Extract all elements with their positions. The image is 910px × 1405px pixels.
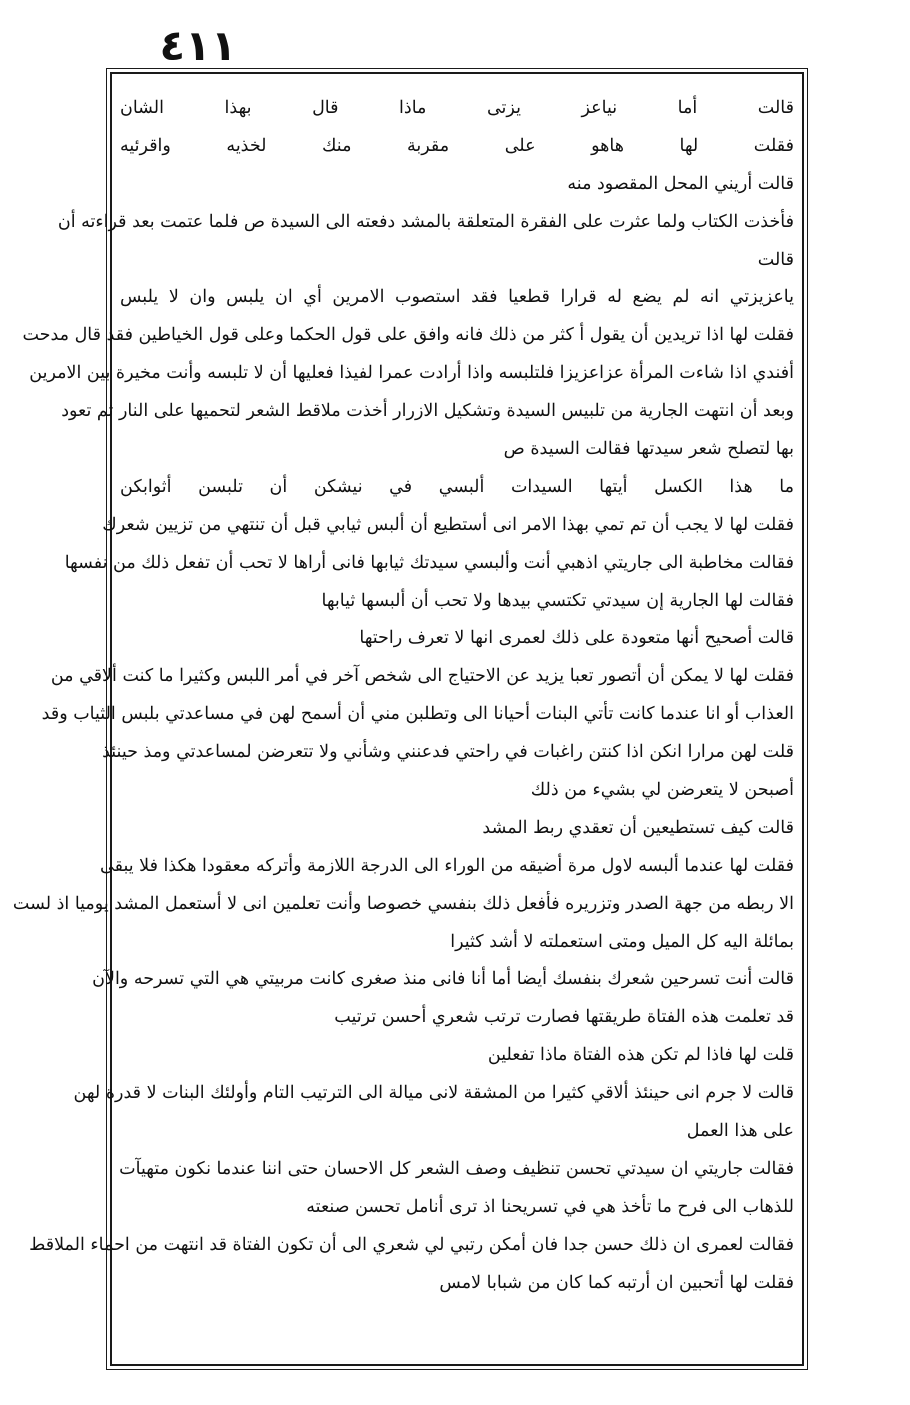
text-line: العذاب أو انا عندما كانت تأتي البنات أحيانا الى وتطلبن مني أن أسمح لهن في مساعدتي بلبس الثياب وقد bbox=[41, 704, 794, 725]
text-line: فقلت لها لا يجب أن تم تمي بهذا الامر انى أستطيع أن ألبس ثيابي قبل أن تنتهي من تزيين شعرك bbox=[102, 514, 794, 535]
text-line: فقالت مخاطبة الى جاريتي اذهبي أنت وألبسي سيدتك ثيابها فانى أراها لا تحب أن تفعل ذلك من نفسها bbox=[64, 552, 794, 573]
text-line: فقالت لعمرى ان ذلك حسن جدا فان أمكن رتبي لي شعري الى أن تكون الفتاة قد انتهت من احماء الملاقط bbox=[29, 1234, 794, 1255]
text-line: فقالت لها الجارية إن سيدتي تكتسي بيدها ولا تحب أن ألبسها ثيابها bbox=[321, 590, 794, 611]
text-line: بمائلة اليه كل الميل ومتى استعملته لا أشد كثيرا bbox=[450, 931, 794, 952]
text-line: للذهاب الى فرح ما تأخذ هي في تسريحنا اذ ترى أنامل تحسن صنعته bbox=[306, 1196, 794, 1217]
page-number: ٤١١ bbox=[159, 21, 237, 70]
text-line: أصبحن لا يتعرضن لي بشيء من ذلك bbox=[530, 780, 794, 801]
text-line: فقلت لها عندما ألبسه لاول مرة أضيقه من الوراء الى الدرجة اللازمة وأتركه معقودا هكذا فلا يبقى bbox=[100, 855, 794, 876]
text-line: فأخذت الكتاب ولما عثرت على الفقرة المتعلقة بالمشد دفعته الى السيدة ص فلما عتمت بعد قراءته أن bbox=[57, 211, 794, 232]
text-line: ما هذا الكسل أيتها السيدات ألبسي في نيشكن أن تلبسن أثوابكن bbox=[120, 476, 794, 497]
text-line: وبعد أن انتهت الجارية من تلبيس السيدة وتشكيل الازرار أخذت ملاقط الشعر لتحميها على النار ثم تعود bbox=[61, 401, 794, 422]
text-line: فقلت لها اذا تريدين أن يقول أ كثر من ذلك فانه وافق على قول الحكما وعلى قول الخياطين فقد قال مدحت bbox=[22, 325, 794, 346]
text-frame bbox=[12, 72, 804, 1366]
text-line: قالت كيف تستطيعين أن تعقدي ربط المشد bbox=[482, 817, 794, 838]
text-line: قالت أنت تسرحين شعرك بنفسك أيضا أما أنا فانى منذ صغرى كانت مربيتي هي التي تسرحه والآن bbox=[92, 969, 794, 990]
text-line: قالت أما نياعز يزتى ماذا قال بهذا الشان bbox=[120, 98, 794, 118]
text-line: قد تعلمت هذه الفتاة طريقتها فصارت ترتب شعري أحسن ترتيب bbox=[334, 1007, 794, 1028]
text-line: قالت أصحيح أنها متعودة على ذلك لعمرى انها لا تعرف راحتها bbox=[359, 628, 794, 649]
text-line: الا ربطه من جهة الصدر وتزريره فأفعل ذلك بنفسي خصوصا وأنت تعلمين انى لا أستعمل المشد يوميا اذ لست bbox=[12, 893, 794, 914]
text-line: فقالت جاريتي ان سيدتي تحسن تنظيف وصف الشعر كل الاحسان حتى اننا عندما نكون متهيآت bbox=[119, 1158, 794, 1179]
text-line: قلت لها فاذا لم تكن هذه الفتاة ماذا تفعلين bbox=[487, 1045, 794, 1066]
text-line: قالت لا جرم انى حينئذ ألاقي كثيرا من المشقة لانى ميالة الى الترتيب التام وأولئك البنات لا قدرة لهن bbox=[73, 1083, 794, 1104]
text-line: قالت bbox=[757, 249, 794, 270]
text-line: ياعزيزتي انه لم يضع له قرارا قطعيا فقد استصوب الامرين أي ان يلبس وان لا يلبس bbox=[120, 287, 794, 308]
text-line: فقلت لها هاهو على مقربة منك لخذيه واقرئيه bbox=[120, 135, 794, 156]
text-line: أفندي اذا شاءت المرأة عزاعزيزا فلتلبسه واذا أرادت عمرا لفيذا فعليها أن لا تلبسه وأنت مخيرة بين الامرين bbox=[29, 363, 794, 384]
text-line: على هذا العمل bbox=[686, 1121, 794, 1142]
text-line: بها لتصلح شعر سيدتها فقالت السيدة ص bbox=[503, 439, 794, 460]
text-line: فقلت لها لا يمكن أن أتصور تعبا يزيد عن الاحتياج الى شخص آخر في أمر اللبس وكثيرا ما كنت ألاقي من bbox=[50, 666, 794, 687]
body-text bbox=[12, 90, 794, 1303]
text-line: قالت أريني المحل المقصود منه bbox=[567, 173, 794, 194]
text-line: فقلت لها أتحبين ان أرتبه كما كان من شبابا لامس bbox=[439, 1272, 794, 1293]
text-line: قلت لهن مرارا انكن اذا كنتن راغبات في راحتي فدعنني وشأني ولا تتعرضن لمساعدتي ومذ حينئذ bbox=[102, 742, 794, 763]
